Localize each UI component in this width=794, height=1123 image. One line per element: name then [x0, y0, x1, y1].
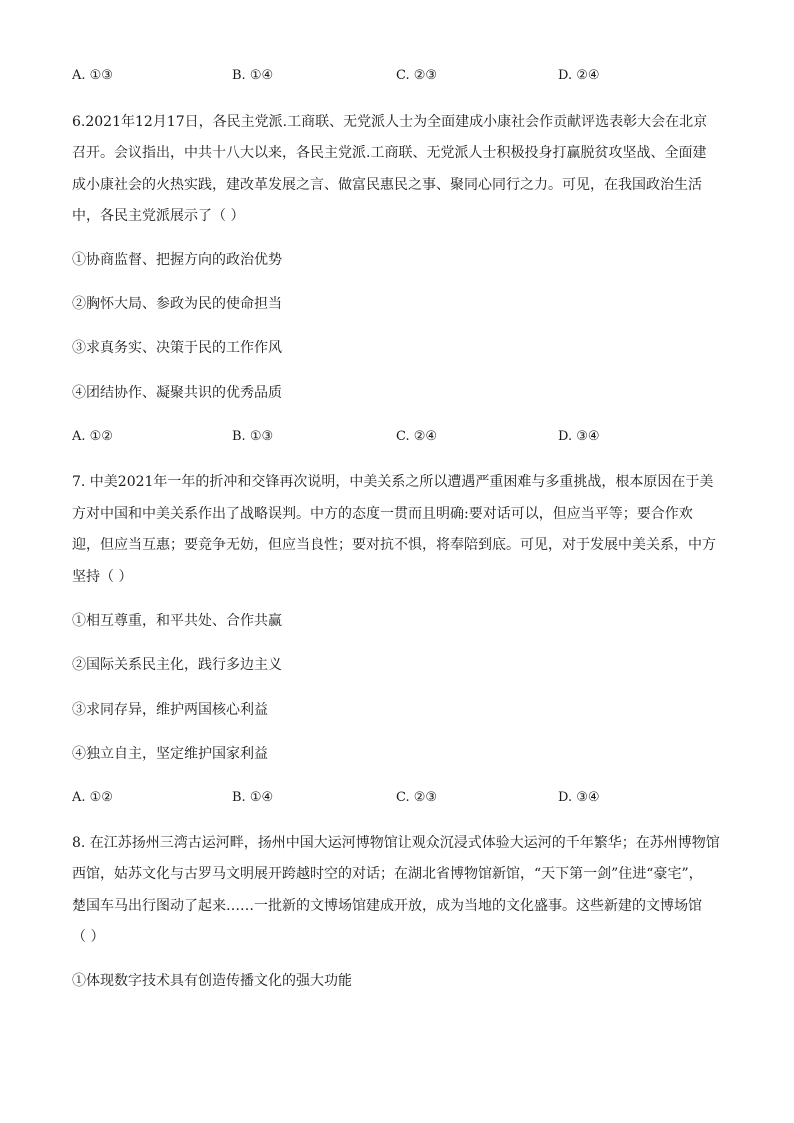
q7-option-c[interactable]: C. ②③ [396, 790, 438, 805]
q7-option-b[interactable]: B. ①④ [232, 790, 274, 805]
q6-statement: ②胸怀大局、参政为民的使命担当 [72, 296, 282, 312]
q8-stem-line: 8. 在江苏扬州三湾古运河畔，扬州中国大运河博物馆让观众沉浸式体验大运河的千年繁华；在苏州博物馆 [72, 835, 720, 851]
q6-option-c[interactable]: C. ②④ [396, 429, 438, 444]
q6-option-b[interactable]: B. ①③ [232, 429, 274, 444]
q6-stem-line: 中，各民主党派展示了（ ） [72, 208, 245, 224]
q6-option-a[interactable]: A. ①② [72, 429, 113, 444]
q8-stem-line: 楚国车马出行图动了起来……一批新的文博场馆建成开放，成为当地的文化盛事。这些新建的文博场馆 [72, 898, 702, 914]
q6-options [72, 427, 722, 447]
q7-statement: ①相互尊重，和平共处、合作共赢 [72, 613, 282, 629]
q5-option-d[interactable]: D. ②④ [558, 68, 600, 83]
q6-stem-line: 成小康社会的火热实践，建改革发展之言、做富民惠民之事、聚同心同行之力。可见，在我国政治生活 [72, 177, 702, 193]
q6-statement: ①协商监督、把握方向的政治优势 [72, 252, 282, 268]
q5-options [72, 66, 722, 86]
q7-stem-line: 迎，但应当互惠；要竞争无妨，但应当良性；要对抗不惧，将奉陪到底。可见，对于发展中美关系，中方 [72, 537, 716, 553]
q7-stem-line: 7. 中美2021年一年的折冲和交锋再次说明，中美关系之所以遭遇严重困难与多重挑战，根本原因在于美 [72, 474, 714, 490]
q7-stem-line: 坚持（ ） [72, 569, 133, 585]
q5-option-b[interactable]: B. ①④ [232, 68, 274, 83]
q7-statement: ④独立自主，坚定维护国家利益 [72, 746, 268, 762]
q6-stem-line: 6.2021年12月17日，各民主党派.工商联、无党派人士为全面建成小康社会作贡献评选表彰大会在北京 [72, 114, 708, 130]
q7-option-d[interactable]: D. ③④ [558, 790, 600, 805]
q6-stem-line: 召开。会议指出，中共十八大以来，各民主党派.工商联、无党派人士积极投身打赢脱贫攻坚战、全面建 [72, 145, 707, 161]
q6-option-d[interactable]: D. ③④ [558, 429, 600, 444]
q7-statement: ②国际关系民主化，践行多边主义 [72, 657, 282, 673]
q7-options [72, 788, 722, 808]
q7-statement: ③求同存异，维护两国核心利益 [72, 702, 268, 718]
q8-stem-line: （ ） [72, 929, 105, 945]
q6-statement: ③求真务实、决策于民的工作作风 [72, 340, 282, 356]
q7-stem-line: 方对中国和中美关系作出了战略误判。中方的态度一贯而且明确:要对话可以，但应当平等；要合作欢 [72, 506, 693, 522]
q5-option-a[interactable]: A. ①③ [72, 68, 113, 83]
q7-option-a[interactable]: A. ①② [72, 790, 113, 805]
q5-option-c[interactable]: C. ②③ [396, 68, 438, 83]
q8-stem-line: 西馆，姑苏文化与古罗马文明展开跨越时空的对话；在湖北省博物馆新馆，“天下第一剑”住进“豪宅”， [72, 866, 703, 882]
q8-statement: ①体现数字技术具有创造传播文化的强大功能 [72, 973, 352, 989]
q6-statement: ④团结协作、凝聚共识的优秀品质 [72, 385, 282, 401]
